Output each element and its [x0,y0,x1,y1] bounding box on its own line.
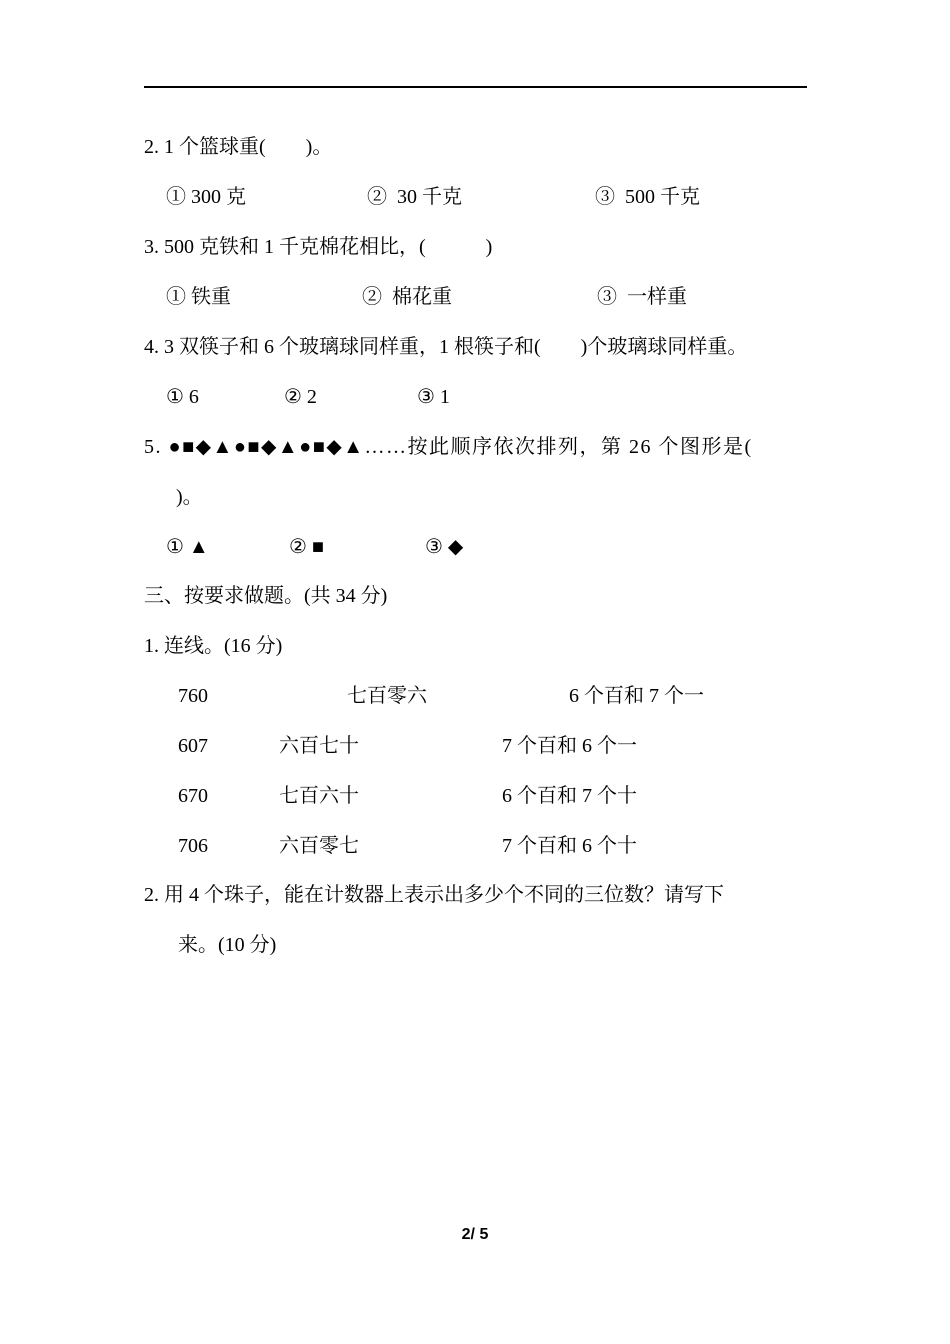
matching-place-value-2: 7 个百和 6 个一 [502,735,637,757]
question-5-option-2: ② ■ [289,536,325,558]
matching-number-4: 706 [178,835,208,857]
question-2-option-2: ② 30 千克 [367,186,462,208]
page-number: 2/ 5 [461,1226,489,1243]
question-2-option-1: ① 300 克 [166,186,246,208]
section-3-question-2-line-2: 来。(10 分) [178,934,277,956]
matching-place-value-3: 6 个百和 7 个十 [502,785,637,807]
question-4-option-3: ③ 1 [417,386,450,408]
question-4-option-1: ① 6 [166,386,199,408]
question-5-stem-line-1: 5. ●■◆▲●■◆▲●■◆▲……按此顺序依次排列，第 26 个图形是( [144,436,753,458]
question-5-option-1: ① ▲ [166,536,209,558]
section-3-question-1-title: 1. 连线。(16 分) [144,635,283,657]
question-3-option-2: ② 棉花重 [362,286,452,308]
matching-words-3: 七百六十 [279,785,359,807]
question-5-option-3: ③ ◆ [425,536,464,558]
matching-number-2: 607 [178,735,208,757]
header-rule [144,86,807,88]
matching-place-value-4: 7 个百和 6 个十 [502,835,637,857]
matching-words-4: 六百零七 [279,835,359,857]
question-3-stem: 3. 500 克铁和 1 千克棉花相比，( ) [144,236,493,258]
question-2-option-3: ③ 500 千克 [595,186,700,208]
question-2-stem: 2. 1 个篮球重( )。 [144,136,333,158]
matching-place-value-1: 6 个百和 7 个一 [569,685,704,707]
matching-number-1: 760 [178,685,208,707]
question-5-stem-line-2: )。 [176,486,203,508]
question-4-stem: 4. 3 双筷子和 6 个玻璃球同样重，1 根筷子和( )个玻璃球同样重。 [144,336,748,358]
question-3-option-1: ① 铁重 [166,286,231,308]
matching-words-2: 六百七十 [279,735,359,757]
section-3-heading: 三、按要求做题。(共 34 分) [144,585,388,607]
matching-words-1: 七百零六 [347,685,427,707]
matching-number-3: 670 [178,785,208,807]
section-3-question-2-line-1: 2. 用 4 个珠子，能在计数器上表示出多少个不同的三位数？请写下 [144,884,724,906]
question-4-option-2: ② 2 [284,386,317,408]
question-3-option-3: ③ 一样重 [597,286,687,308]
